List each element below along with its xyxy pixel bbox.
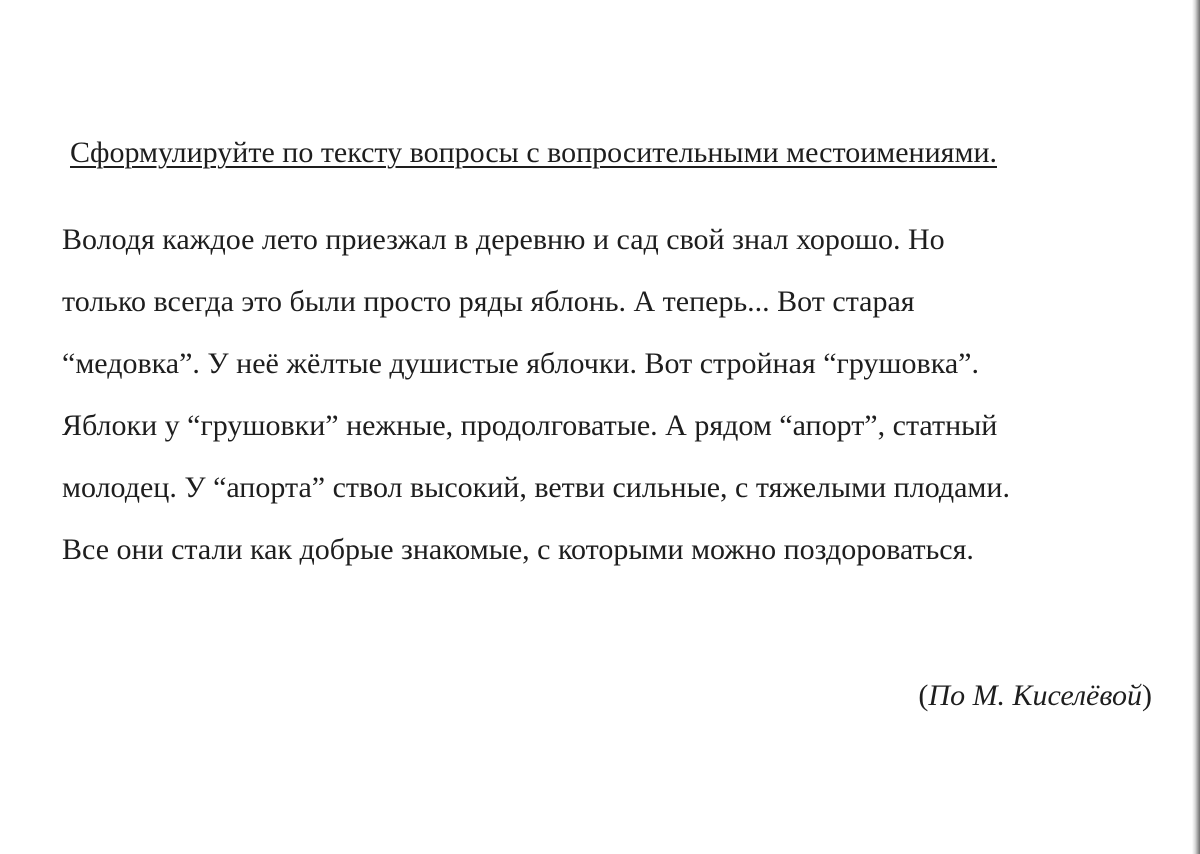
close-paren: ) <box>1142 679 1152 712</box>
text-line: “медовка”. У неё жёлтые душистые яблочки. Вот стройная “грушовка”. <box>62 347 979 380</box>
page-edge-shadow <box>1192 0 1200 854</box>
author-name: По М. Киселёвой <box>928 679 1142 712</box>
text-line: молодец. У “апорта” ствол высокий, ветви сильные, с тяжелыми плодами. <box>62 471 1010 504</box>
text-line: Все они стали как добрые знакомые, с которыми можно поздороваться. <box>62 533 974 566</box>
text-line: Володя каждое лето приезжал в деревню и сад свой знал хорошо. Но <box>62 223 945 256</box>
source-attribution <box>918 676 1152 716</box>
open-paren: ( <box>918 679 929 712</box>
text-line: Яблоки у “грушовки” нежные, продолговатые. А рядом “апорт”, статный <box>62 409 998 442</box>
task-heading: Сформулируйте по тексту вопросы с вопросительными местоимениями. <box>70 136 997 169</box>
text-body <box>62 220 1010 592</box>
text-line: только всегда это были просто ряды яблонь. А теперь... Вот старая <box>62 285 915 318</box>
